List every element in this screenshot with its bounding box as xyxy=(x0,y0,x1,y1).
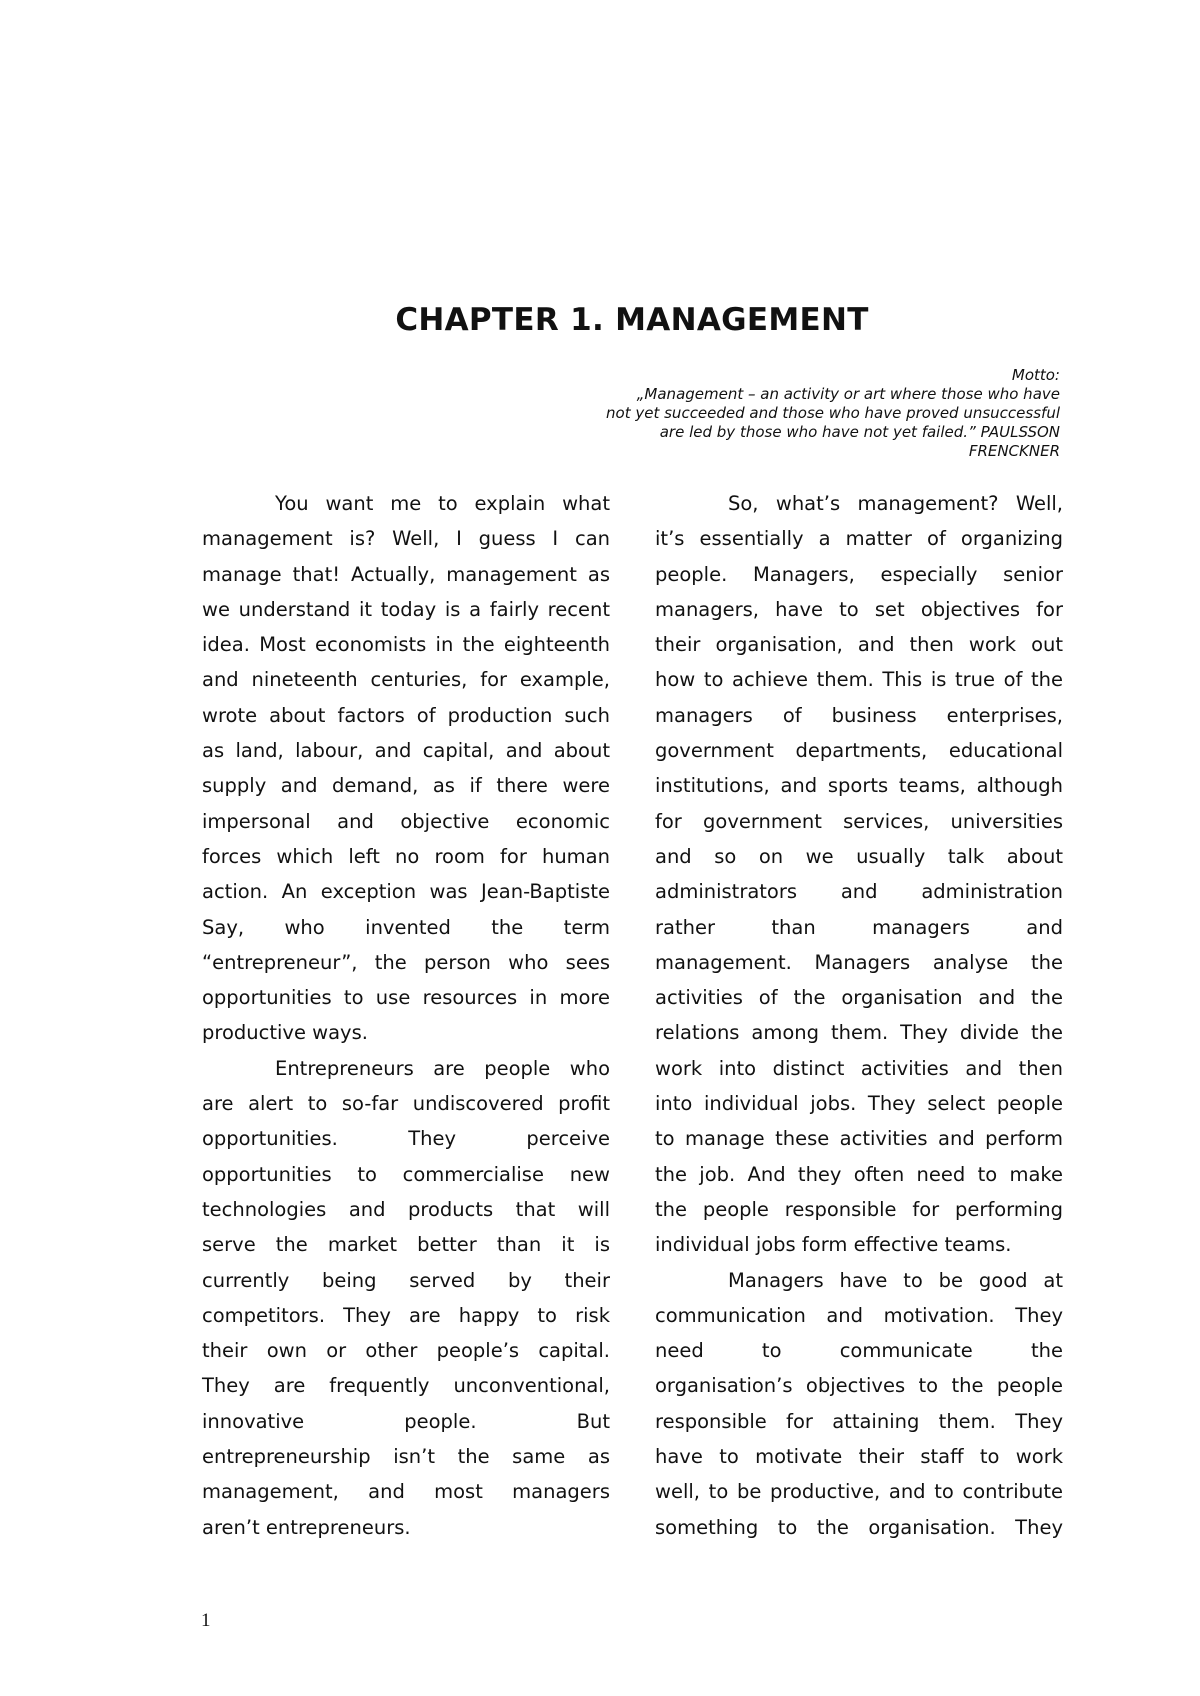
motto-line: FRENCKNER xyxy=(968,442,1060,460)
motto-line: not yet succeeded and those who have proved unsuccessful xyxy=(606,404,1060,422)
text-line: as land, labour, and capital, and about xyxy=(202,739,610,763)
text-line: people. Managers, especially senior xyxy=(655,562,1063,586)
text-line: forces which left no room for human xyxy=(202,844,610,868)
paragraph xyxy=(202,1051,610,1545)
text-line: need to communicate the xyxy=(655,1339,1063,1363)
text-line: activities of the organisation and the xyxy=(655,986,1063,1010)
text-line: Managers have to be good at xyxy=(728,1268,1063,1292)
text-line: and so on we usually talk about xyxy=(655,844,1063,868)
motto-line: are led by those who have not yet failed.” PAULSSON xyxy=(659,423,1060,441)
chapter-title: CHAPTER 1. MANAGEMENT xyxy=(395,302,869,338)
text-line: idea. Most economists in the eighteenth xyxy=(202,633,610,657)
text-line: something to the organisation. They xyxy=(655,1515,1063,1539)
text-line: their organisation, and then work out xyxy=(655,633,1063,657)
text-line: management is? Well, I guess I can xyxy=(202,527,610,551)
text-line: it’s essentially a matter of organizing xyxy=(655,527,1063,551)
text-line: entrepreneurship isn’t the same as xyxy=(202,1445,610,1469)
text-line: opportunities to use resources in more xyxy=(202,986,610,1010)
text-line: aren’t entrepreneurs. xyxy=(202,1515,411,1539)
text-line: innovative people. But xyxy=(202,1409,610,1433)
text-line: communication and motivation. They xyxy=(655,1303,1063,1327)
text-line: how to achieve them. This is true of the xyxy=(655,668,1063,692)
text-line: managers of business enterprises, xyxy=(655,703,1063,727)
text-line: They are frequently unconventional, xyxy=(202,1374,610,1398)
text-line: productive ways. xyxy=(202,1021,368,1045)
motto-line: „Management – an activity or art where those who have xyxy=(636,385,1060,403)
paragraph xyxy=(655,1263,1063,1545)
text-line: opportunities. They perceive xyxy=(202,1127,610,1151)
text-line: and nineteenth centuries, for example, xyxy=(202,668,610,692)
text-line: currently being served by their xyxy=(202,1268,610,1292)
text-line: the people responsible for performing xyxy=(655,1197,1063,1221)
text-line: supply and demand, as if there were xyxy=(202,774,610,798)
text-line: to manage these activities and perform xyxy=(655,1127,1063,1151)
text-line: technologies and products that will xyxy=(202,1197,610,1221)
text-line: institutions, and sports teams, although xyxy=(655,774,1063,798)
text-line: work into distinct activities and then xyxy=(655,1056,1063,1080)
text-line: competitors. They are happy to risk xyxy=(202,1303,610,1327)
text-line: Entrepreneurs are people who xyxy=(275,1056,610,1080)
text-line: Say, who invented the term xyxy=(202,915,610,939)
text-line: So, what’s management? Well, xyxy=(728,492,1063,515)
text-line: opportunities to commercialise new xyxy=(202,1162,610,1186)
text-line: into individual jobs. They select people xyxy=(655,1092,1063,1116)
text-line: have to motivate their staff to work xyxy=(655,1445,1063,1469)
text-line: for government services, universities xyxy=(655,809,1063,833)
page-number: 1 xyxy=(201,1610,211,1631)
text-line: well, to be productive, and to contribute xyxy=(655,1480,1063,1504)
text-line: management, and most managers xyxy=(202,1480,610,1504)
paragraph xyxy=(202,486,610,1051)
text-line: wrote about factors of production such xyxy=(202,703,610,727)
text-line: government departments, educational xyxy=(655,739,1063,763)
text-line: relations among them. They divide the xyxy=(655,1021,1063,1045)
text-line: organisation’s objectives to the people xyxy=(655,1374,1063,1398)
text-line: serve the market better than it is xyxy=(202,1233,610,1257)
text-line: we understand it today is a fairly recent xyxy=(202,597,610,621)
text-line: manage that! Actually, management as xyxy=(202,562,610,586)
text-line: rather than managers and xyxy=(655,915,1063,939)
text-line: You want me to explain what xyxy=(275,492,610,515)
text-line: administrators and administration xyxy=(655,880,1063,904)
text-line: their own or other people’s capital. xyxy=(202,1339,610,1363)
text-line: managers, have to set objectives for xyxy=(655,597,1063,621)
right-column xyxy=(655,486,1063,1545)
text-line: “entrepreneur”, the person who sees xyxy=(202,950,610,974)
motto xyxy=(500,366,1060,461)
paragraph xyxy=(655,486,1063,1263)
text-line: the job. And they often need to make xyxy=(655,1162,1063,1186)
text-line: individual jobs form effective teams. xyxy=(655,1233,1012,1257)
left-column xyxy=(202,486,610,1545)
text-line: management. Managers analyse the xyxy=(655,950,1063,974)
text-line: impersonal and objective economic xyxy=(202,809,610,833)
motto-line: Motto: xyxy=(1011,366,1060,384)
text-line: action. An exception was Jean-Baptiste xyxy=(202,880,610,904)
text-line: responsible for attaining them. They xyxy=(655,1409,1063,1433)
text-line: are alert to so-far undiscovered profit xyxy=(202,1092,610,1116)
